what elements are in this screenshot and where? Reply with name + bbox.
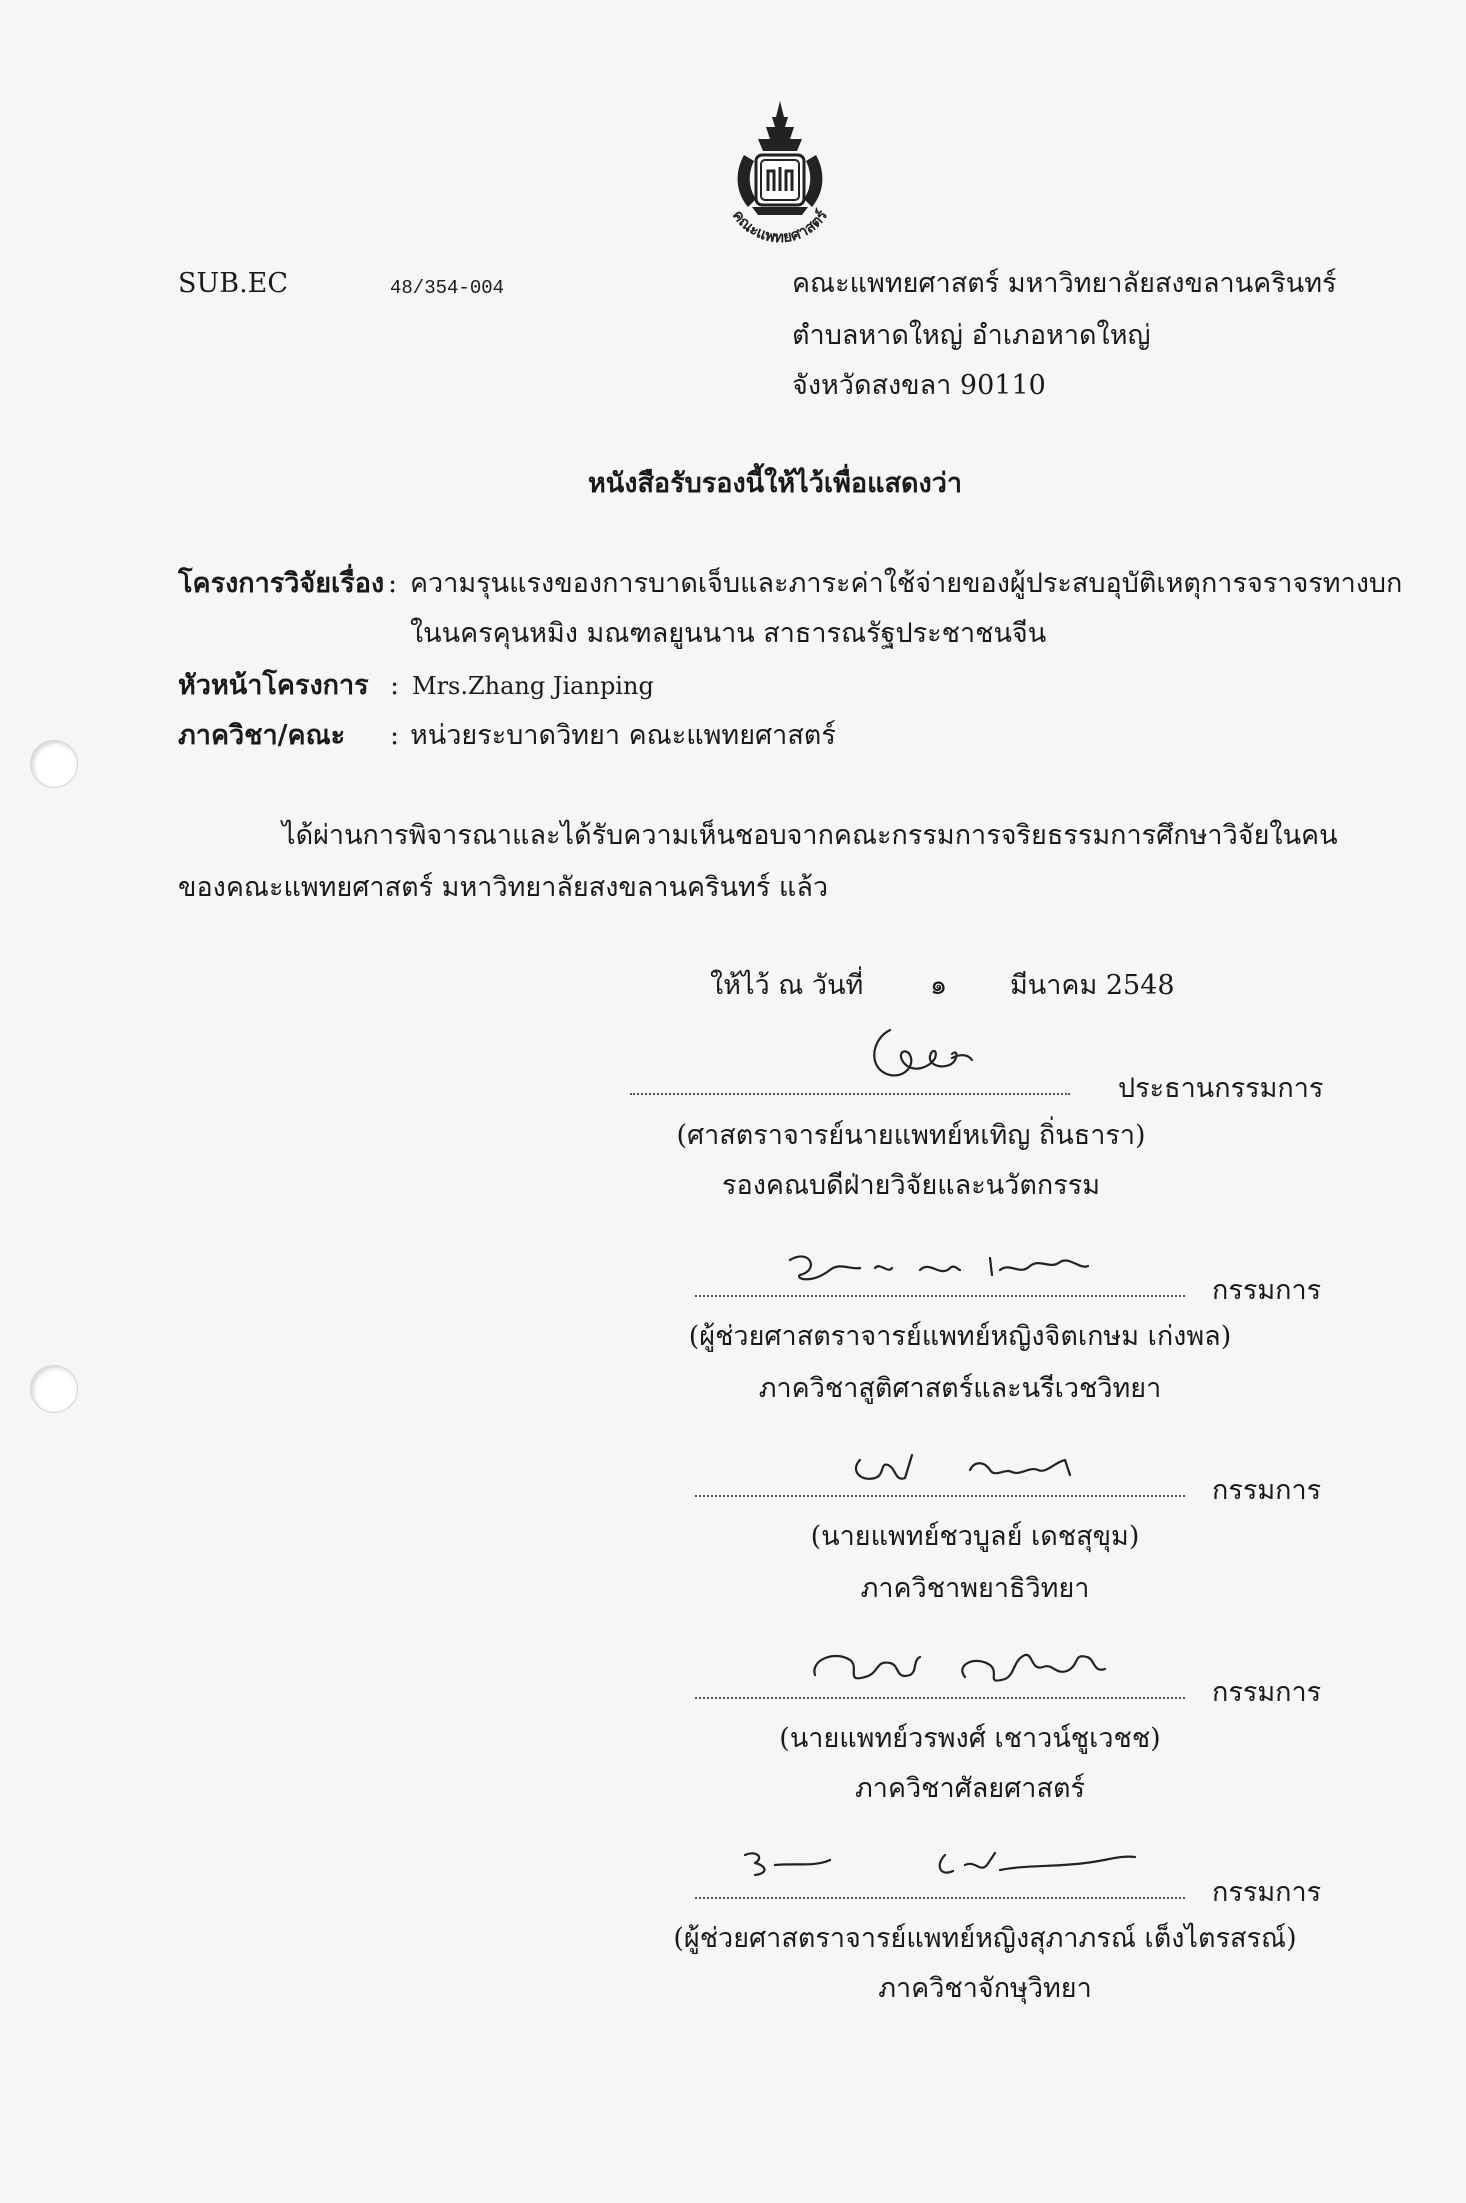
signatory-1-role: ประธานกรรมการ: [1118, 1073, 1324, 1104]
signatory-1-position: รองคณบดีฝ่ายวิจัยและนวัตกรรม: [721, 1170, 1101, 1201]
document-title: หนังสือรับรองนี้ให้ไว้เพื่อแสดงว่า: [588, 468, 963, 499]
signatory-4-position: ภาควิชาศัลยศาสตร์: [855, 1773, 1085, 1804]
signature-line-committee-4: [695, 1897, 1185, 1899]
signature-chairman: [860, 1020, 1000, 1090]
signature-line-committee-3: [695, 1697, 1185, 1699]
date-month-year: มีนาคม 2548: [1010, 970, 1175, 1001]
date-day: ๑: [930, 970, 948, 1001]
signatory-3-role: กรรมการ: [1212, 1475, 1322, 1506]
reference-number: 48/354-004: [390, 277, 505, 299]
signature-committee-3: [795, 1635, 1155, 1705]
signatory-4-role: กรรมการ: [1212, 1677, 1322, 1708]
signatory-1-name: (ศาสตราจารย์นายแพทย์หเทิญ ถิ่นธารา): [676, 1120, 1146, 1151]
address-line-1: คณะแพทยศาสตร์ มหาวิทยาลัยสงขลานครินทร์: [792, 268, 1337, 299]
address-line-2: ตำบลหาดใหญ่ อำเภอหาดใหญ่: [792, 320, 1151, 351]
leader-value: Mrs.Zhang Jianping: [412, 672, 654, 700]
signatory-2-position: ภาควิชาสูติศาสตร์และนรีเวชวิทยา: [758, 1373, 1162, 1404]
signature-committee-1: [780, 1240, 1100, 1300]
project-value-line-2: ในนครคุนหมิง มณฑลยูนนาน สาธารณรัฐประชาชนจีน: [410, 618, 1047, 649]
signatory-4-name: (นายแพทย์วรพงศ์ เชาวน์ชูเวชช): [779, 1723, 1161, 1754]
signatory-2-name: (ผู้ช่วยศาสตราจารย์แพทย์หญิงจิตเกษม เก่งพล): [688, 1321, 1232, 1352]
body-line-1: ได้ผ่านการพิจารณาและได้รับความเห็นชอบจากคณะกรรมการจริยธรรมการศึกษาวิจัยในคน: [282, 820, 1338, 851]
reference-code: SUB.EC: [178, 268, 289, 299]
signature-line-committee-1: [695, 1295, 1185, 1297]
project-value-line-1: ความรุนแรงของการบาดเจ็บและภาระค่าใช้จ่ายของผู้ประสบอุบัติเหตุการจราจรทางบก: [410, 568, 1403, 599]
signatory-2-role: กรรมการ: [1212, 1275, 1322, 1306]
signature-committee-4: [725, 1835, 1145, 1895]
date-prefix: ให้ไว้ ณ วันที่: [710, 970, 864, 1001]
department-value: หน่วยระบาดวิทยา คณะแพทยศาสตร์: [410, 720, 836, 751]
punch-hole-upper: [30, 740, 78, 788]
address-line-3: จังหวัดสงขลา 90110: [792, 370, 1046, 401]
signatory-5-name: (ผู้ช่วยศาสตราจารย์แพทย์หญิงสุภาภรณ์ เต็งไตรสรณ์): [673, 1923, 1297, 1954]
faculty-emblem-icon: [700, 95, 860, 255]
signature-line-chairman: [630, 1093, 1070, 1095]
signatory-5-role: กรรมการ: [1212, 1877, 1322, 1908]
signatory-5-position: ภาควิชาจักษุวิทยา: [878, 1973, 1092, 2004]
department-label: ภาควิชา/คณะ: [178, 720, 346, 751]
punch-hole-lower: [30, 1365, 78, 1413]
leader-colon: :: [390, 670, 400, 701]
project-label: โครงการวิจัยเรื่อง: [178, 568, 385, 599]
department-colon: :: [390, 720, 400, 751]
leader-label: หัวหน้าโครงการ: [178, 670, 369, 701]
signatory-3-position: ภาควิชาพยาธิวิทยา: [860, 1573, 1090, 1604]
signatory-3-name: (นายแพทย์ชวบูลย์ เดชสุขุม): [810, 1521, 1140, 1552]
project-colon: :: [388, 568, 398, 599]
body-line-2: ของคณะแพทยศาสตร์ มหาวิทยาลัยสงขลานครินทร์ แล้ว: [178, 872, 829, 903]
emblem-arc-text: คณะแพทยศาสตร์: [728, 206, 832, 247]
signature-committee-2: [840, 1440, 1120, 1500]
signature-line-committee-2: [695, 1495, 1185, 1497]
